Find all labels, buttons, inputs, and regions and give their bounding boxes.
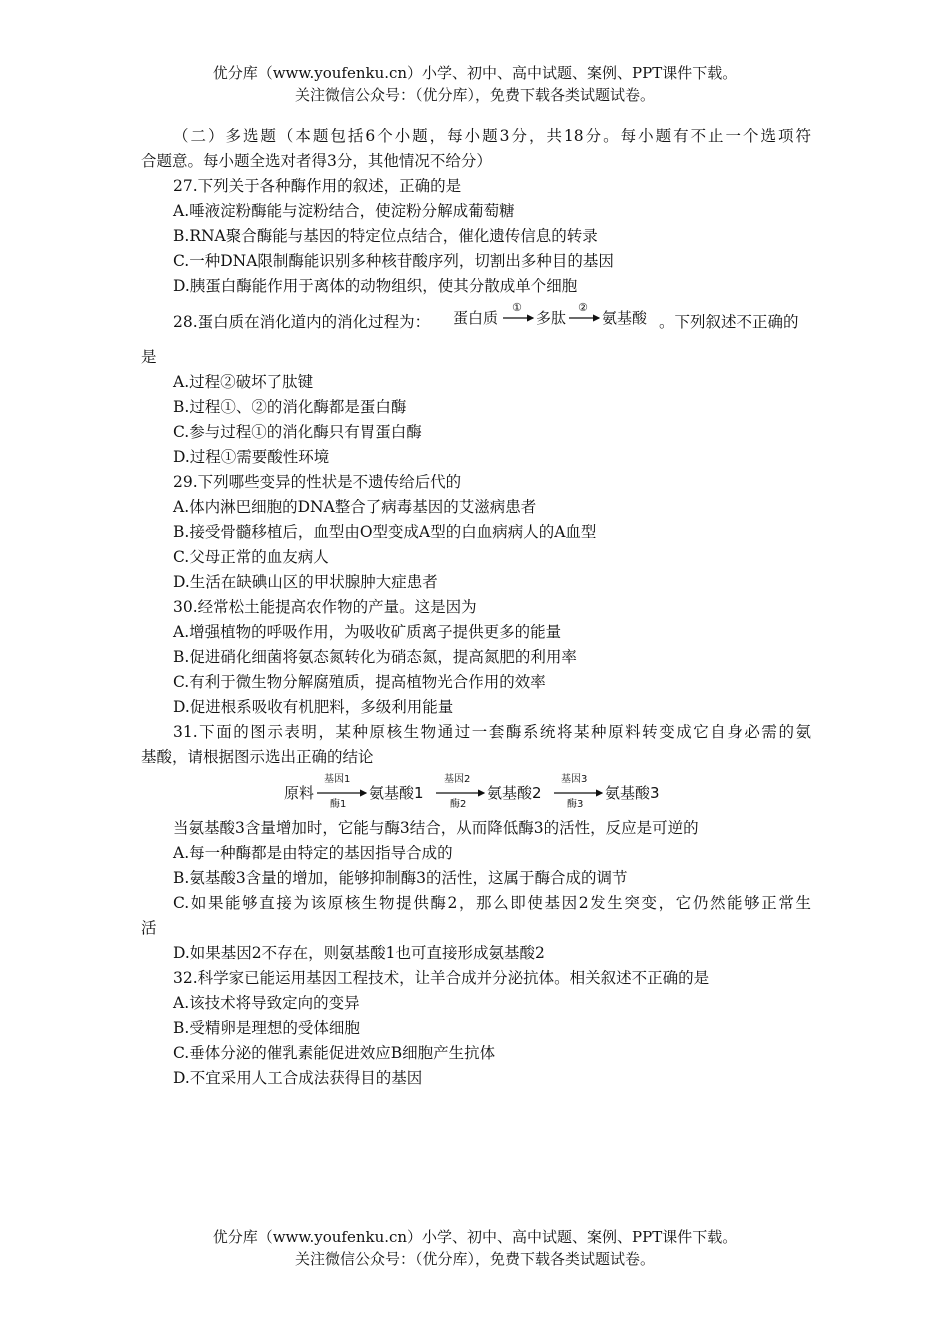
q29-option-b: B.接受骨髓移植后，血型由O型变成A型的白血病病人的A血型 [173, 523, 597, 541]
q31-note: 当氨基酸3含量增加时，它能与酶3结合，从而降低酶3的活性，反应是可逆的 [173, 819, 699, 837]
q31-option-a: A.每一种酶都是由特定的基因指导合成的 [173, 844, 453, 862]
footer-line-1: 优分库（www.youfenku.cn）小学、初中、高中试题、案例、PPT课件下载。 [212, 1228, 738, 1246]
q28-stem-row [141, 299, 811, 349]
q29-option-d: D.生活在缺碘山区的甲状腺肿大症患者 [173, 573, 438, 591]
q28-stem-cont: 是 [141, 348, 157, 366]
q31-amino-acid-3: 氨基酸3 [605, 784, 660, 802]
q28-option-a: A.过程②破坏了肽键 [173, 373, 314, 391]
q31-stem-line-1: 31.下面的图示表明，某种原核生物通过一套酶系统将某种原料转变成它自身必需的氨 [173, 723, 811, 741]
q31-pathway-svg [284, 771, 674, 815]
q28-option-d: D.过程①需要酸性环境 [173, 448, 330, 466]
page-footer [0, 1226, 950, 1270]
q28-option-c: C.参与过程①的消化酶只有胃蛋白酶 [173, 423, 422, 441]
q28-diagram-mid: 多肽 [536, 309, 567, 327]
q32-option-c: C.垂体分泌的催乳素能促进效应B细胞产生抗体 [173, 1044, 496, 1062]
q31-amino-acid-2: 氨基酸2 [487, 784, 542, 802]
q31-raw-material: 原料 [284, 784, 315, 802]
footer-line-2: 关注微信公众号：（优分库），免费下载各类试题试卷。 [294, 1250, 655, 1268]
header-line-1: 优分库（www.youfenku.cn）小学、初中、高中试题、案例、PPT课件下载。 [212, 64, 738, 82]
q29-option-a: A.体内淋巴细胞的DNA整合了病毒基因的艾滋病患者 [173, 498, 537, 516]
section-intro-line-1: （二）多选题（本题包括6个小题，每小题3分，共18分。每小题有不止一个选项符 [173, 127, 811, 145]
q31-option-c-line-1: C.如果能够直接为该原核生物提供酶2，那么即使基因2发生突变，它仍然能够正常生 [173, 894, 811, 912]
q28-step-1-label: ① [512, 301, 522, 314]
header-line-2: 关注微信公众号：（优分库），免费下载各类试题试卷。 [294, 86, 655, 104]
q31-enzyme-2: 酶2 [450, 799, 467, 810]
q31-option-d: D.如果基因2不存在，则氨基酸1也可直接形成氨基酸2 [173, 944, 545, 962]
q28-step-2-label: ② [578, 301, 588, 314]
q28-diagram-end: 氨基酸 [602, 309, 648, 327]
q32-option-b: B.受精卵是理想的受体细胞 [173, 1019, 360, 1037]
q30-option-c: C.有利于微生物分解腐殖质，提高植物光合作用的效率 [173, 673, 546, 691]
q32-option-a: A.该技术将导致定向的变异 [173, 994, 360, 1012]
q29-option-c: C.父母正常的血友病人 [173, 548, 329, 566]
q27-option-c: C.一种DNA限制酶能识别多种核苷酸序列，切割出多种目的基因 [173, 252, 614, 270]
q32-option-d: D.不宜采用人工合成法获得目的基因 [173, 1069, 423, 1087]
q28-stem-after: 。下列叙述不正确的 [659, 313, 799, 331]
q28-digestion-diagram [453, 299, 658, 331]
question-content [141, 124, 811, 1091]
q27-option-a: A.唾液淀粉酶能与淀粉结合，使淀粉分解成葡萄糖 [173, 202, 515, 220]
section-intro-line-2: 合题意。每小题全选对者得3分，其他情况不给分） [141, 152, 492, 170]
q30-option-d: D.促进根系吸收有机肥料，多级利用能量 [173, 698, 454, 716]
q31-gene-1: 基因1 [324, 774, 351, 785]
q28-stem-before: 28.蛋白质在消化道内的消化过程为： [173, 313, 431, 331]
q28-diagram-start: 蛋白质 [453, 309, 499, 327]
q31-enzyme-1: 酶1 [330, 799, 347, 810]
q31-amino-acid-1: 氨基酸1 [369, 784, 424, 802]
q31-enzyme-3: 酶3 [567, 799, 584, 810]
q29-stem: 29.下列哪些变异的性状是不遗传给后代的 [173, 473, 462, 491]
q31-stem-line-2: 基酸，请根据图示选出正确的结论 [141, 748, 374, 766]
q30-stem: 30.经常松土能提高农作物的产量。这是因为 [173, 598, 477, 616]
q28-option-b: B.过程①、②的消化酶都是蛋白酶 [173, 398, 407, 416]
q30-option-b: B.促进硝化细菌将氨态氮转化为硝态氮，提高氮肥的利用率 [173, 648, 577, 666]
q27-option-d: D.胰蛋白酶能作用于离体的动物组织，使其分散成单个细胞 [173, 277, 578, 295]
q31-pathway-diagram [147, 770, 811, 816]
q31-gene-2: 基因2 [444, 774, 471, 785]
q31-option-c-line-2: 活 [141, 919, 157, 937]
q27-option-b: B.RNA聚合酶能与基因的特定位点结合，催化遗传信息的转录 [173, 227, 598, 245]
q31-gene-3: 基因3 [561, 774, 588, 785]
q32-stem: 32.科学家已能运用基因工程技术，让羊合成并分泌抗体。相关叙述不正确的是 [173, 969, 710, 987]
q27-stem: 27.下列关于各种酶作用的叙述，正确的是 [173, 177, 462, 195]
q30-option-a: A.增强植物的呼吸作用，为吸收矿质离子提供更多的能量 [173, 623, 562, 641]
q31-option-b: B.氨基酸3含量的增加，能够抑制酶3的活性，这属于酶合成的调节 [173, 869, 628, 887]
page-header [0, 62, 950, 106]
